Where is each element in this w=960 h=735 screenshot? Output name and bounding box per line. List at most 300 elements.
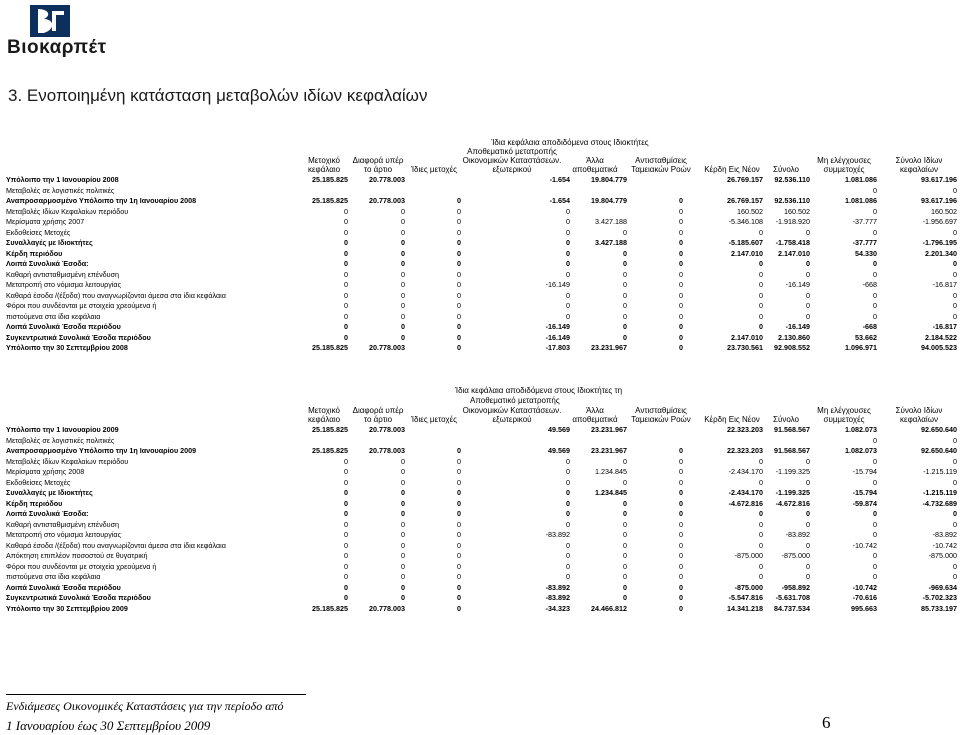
cell-value: 2.147.010	[778, 248, 810, 258]
cell-value: -10.742	[932, 540, 957, 550]
cell-value: 0	[401, 259, 405, 268]
cell-value: -83.892	[545, 593, 570, 602]
cell-value: -1.215.119	[923, 467, 957, 476]
cell-value: 0	[566, 456, 570, 466]
row-label: Συγκεντρωτικά Συνολικά Έσοδα περιόδου	[6, 332, 151, 342]
footer-divider	[6, 694, 306, 695]
cell-value: 0	[401, 498, 405, 508]
cell-value: 0	[457, 530, 461, 539]
cell-value: 0	[873, 456, 877, 466]
cell-value: 0	[679, 311, 683, 321]
cell-value: 0	[457, 551, 461, 560]
table-row	[0, 509, 960, 519]
header-share-capital: Μετοχικό κεφάλαιο	[307, 156, 341, 174]
cell-value: -1.654	[549, 175, 570, 184]
cell-value: -2.434.170	[728, 467, 763, 476]
header-nci: Μη ελέγχουσες συμμετοχές	[817, 406, 871, 424]
cell-value: -16.817	[932, 280, 957, 289]
row-label: Κέρδη περιόδου	[6, 248, 63, 258]
header-total-equity: Σύνολο Ιδίων κεφαλαίων	[895, 156, 943, 174]
cell-value: 3.427.188	[595, 238, 627, 247]
cell-value: 92.650.640	[921, 425, 957, 434]
table-row	[0, 478, 960, 488]
cell-value: -668	[862, 322, 877, 331]
cell-value: 0	[679, 332, 683, 342]
cell-value: 1.234.845	[595, 467, 627, 476]
cell-value: -958.892	[781, 582, 810, 592]
cell-value: 1.082.073	[845, 425, 877, 434]
row-label: Αναπροσαρμοσμένο Υπόλοιπο την 1η Ιανουαρίου 2009	[6, 446, 197, 455]
cell-value: 0	[401, 572, 405, 581]
row-label: Απόκτηση επιπλέον ποσοστού σε θυγατρική	[6, 551, 148, 560]
cell-value: 0	[401, 227, 405, 237]
cell-value: 19.804.779	[591, 175, 627, 184]
cell-value: 0	[401, 488, 405, 497]
cell-value: 0	[806, 477, 810, 487]
cell-value: 0	[566, 206, 570, 216]
cell-value: -37.777	[852, 238, 877, 247]
cell-value: 0	[457, 343, 461, 352]
cell-value: 0	[679, 582, 683, 592]
cell-value: 0	[806, 519, 810, 529]
cell-value: -16.149	[545, 280, 570, 289]
cell-value: 0	[566, 519, 570, 529]
cell-value: 0	[344, 259, 348, 268]
cell-value: 160.502	[737, 206, 763, 216]
header-retained: Κέρδη Εις Νέον	[704, 415, 760, 424]
cell-value: 0	[759, 530, 763, 539]
cell-value: 20.778.003	[369, 175, 405, 184]
cell-value: 160.502	[784, 206, 810, 216]
row-label: Συναλλαγές με Ιδιοκτήτες	[6, 238, 93, 247]
footer-line1: Ενδιάμεσες Οικονομικές Καταστάσεις για την περίοδο από	[6, 699, 284, 713]
cell-value: 49.569	[548, 446, 570, 455]
cell-value: -4.672.816	[728, 498, 763, 508]
cell-value: 0	[679, 259, 683, 268]
cell-value: 0	[566, 551, 570, 560]
cell-value: 0	[457, 238, 461, 247]
cell-value: 0	[873, 551, 877, 560]
cell-value: -34.323	[545, 603, 570, 613]
cell-value: 25.185.825	[312, 603, 348, 613]
cell-value: 0	[679, 301, 683, 310]
table-row	[0, 186, 960, 196]
cell-value: 0	[401, 519, 405, 529]
cell-value: 0	[457, 206, 461, 216]
cell-value: -5.185.607	[728, 238, 763, 247]
cell-value: 0	[457, 217, 461, 226]
cell-value: 0	[401, 248, 405, 258]
cell-value: -1.654	[549, 196, 570, 205]
cell-value: 49.569	[548, 425, 570, 434]
cell-value: 0	[679, 551, 683, 560]
cell-value: 0	[623, 259, 627, 268]
table-row	[0, 562, 960, 572]
cell-value: 0	[873, 530, 877, 539]
cell-value: -70.616	[852, 593, 877, 602]
cell-value: -15.794	[852, 488, 877, 497]
cell-value: -875.000	[734, 582, 763, 592]
cell-value: 0	[457, 280, 461, 289]
cell-value: 0	[953, 185, 957, 195]
cell-value: 0	[623, 582, 627, 592]
cell-value: 25.185.825	[312, 343, 348, 352]
cell-value: -1.918.920	[775, 217, 810, 226]
page-number: 6	[822, 713, 831, 732]
cell-value: -1.215.119	[923, 488, 957, 497]
cell-value: 0	[679, 446, 683, 455]
cell-value: 0	[806, 509, 810, 518]
cell-value: 0	[401, 269, 405, 279]
cell-value: 0	[679, 593, 683, 602]
cell-value: -969.634	[928, 582, 957, 592]
cell-value: 0	[566, 498, 570, 508]
cell-value: 0	[953, 259, 957, 268]
cell-value: 3.427.188	[595, 217, 627, 226]
cell-value: 0	[344, 322, 348, 331]
cell-value: 0	[457, 259, 461, 268]
cell-value: 0	[873, 259, 877, 268]
cell-value: 0	[401, 551, 405, 560]
company-logo	[7, 5, 107, 63]
cell-value: -5.346.108	[728, 217, 763, 226]
cell-value: 0	[457, 290, 461, 300]
cell-value: -16.149	[545, 322, 570, 331]
cell-value: 23.231.967	[591, 425, 627, 434]
table-row	[0, 280, 960, 290]
cell-value: 0	[873, 435, 877, 445]
cell-value: 0	[806, 456, 810, 466]
table-row	[0, 583, 960, 593]
cell-value: -5.631.708	[775, 593, 810, 602]
biokarpet-logo-icon	[30, 5, 70, 37]
cell-value: 0	[566, 269, 570, 279]
cell-value: 93.617.196	[921, 196, 957, 205]
table-row	[0, 301, 960, 311]
table-row	[0, 333, 960, 343]
cell-value: 0	[623, 519, 627, 529]
cell-value: -1.199.325	[775, 488, 810, 497]
cell-value: 0	[873, 269, 877, 279]
table-row	[0, 228, 960, 238]
cell-value: 0	[344, 519, 348, 529]
table-row	[0, 312, 960, 322]
cell-value: 0	[566, 290, 570, 300]
cell-value: 0	[401, 290, 405, 300]
header-share-premium: Διαφορά υπέρ το άρτιο	[352, 406, 404, 424]
cell-value: -1.758.418	[775, 238, 810, 247]
row-label: πιστούμενα στα ίδια κεφάλαια	[6, 311, 101, 321]
cell-value: 1.234.845	[595, 488, 627, 497]
footer-line2: 1 Ιανουαρίου έως 30 Σεπτεμβρίου 2009	[6, 718, 211, 733]
cell-value: 91.568.567	[774, 446, 810, 455]
row-label: Λοιπά Συνολικά Έσοδα:	[6, 259, 89, 268]
cell-value: -83.892	[785, 530, 810, 539]
table-row	[0, 291, 960, 301]
cell-value: 0	[759, 322, 763, 331]
cell-value: 0	[873, 206, 877, 216]
header-hedging: Αντισταθμίσεις Ταμειακών Ροών	[631, 406, 691, 424]
table-row	[0, 520, 960, 530]
cell-value: -1.796.195	[922, 238, 957, 247]
cell-value: 0	[457, 582, 461, 592]
table-row	[0, 572, 960, 582]
header-nci: Μη ελέγχουσες συμμετοχές	[817, 156, 871, 174]
cell-value: 54.330	[855, 248, 877, 258]
cell-value: 0	[623, 301, 627, 310]
cell-value: 20.778.003	[369, 425, 405, 434]
cell-value: 0	[953, 519, 957, 529]
cell-value: 0	[679, 540, 683, 550]
row-label: Λοιπά Συνολικά Έσοδα:	[6, 509, 89, 518]
cell-value: 0	[873, 227, 877, 237]
cell-value: 0	[623, 322, 627, 331]
cell-value: -668	[862, 280, 877, 289]
cell-value: 0	[344, 593, 348, 602]
cell-value: 0	[401, 540, 405, 550]
cell-value: 0	[953, 227, 957, 237]
cell-value: 0	[457, 477, 461, 487]
company-name: Βιοκαρπέτ	[7, 37, 107, 58]
cell-value: 0	[806, 269, 810, 279]
cell-value: 0	[401, 206, 405, 216]
cell-value: 92.908.552	[774, 343, 810, 352]
table-row	[0, 446, 960, 456]
cell-value: 0	[759, 509, 763, 518]
cell-value: -875.000	[734, 551, 763, 560]
cell-value: 0	[457, 561, 461, 571]
cell-value: 0	[623, 477, 627, 487]
cell-value: 0	[344, 572, 348, 581]
cell-value: 0	[623, 248, 627, 258]
cell-value: 0	[759, 456, 763, 466]
cell-value: 0	[623, 593, 627, 602]
cell-value: 23.730.561	[727, 343, 763, 352]
cell-value: 0	[344, 269, 348, 279]
cell-value: 0	[679, 280, 683, 289]
cell-value: 0	[679, 477, 683, 487]
cell-value: 0	[344, 311, 348, 321]
cell-value: 0	[873, 185, 877, 195]
table-row	[0, 238, 960, 248]
cell-value: 0	[457, 603, 461, 613]
cell-value: 84.737.534	[774, 603, 810, 613]
cell-value: 0	[566, 259, 570, 268]
cell-value: 0	[806, 259, 810, 268]
cell-value: 0	[623, 530, 627, 539]
header-total: Σύνολο	[773, 415, 799, 424]
cell-value: 0	[759, 561, 763, 571]
cell-value: -4.672.816	[775, 498, 810, 508]
cell-value: 0	[344, 456, 348, 466]
cell-value: 0	[679, 488, 683, 497]
cell-value: 0	[401, 280, 405, 289]
cell-value: 0	[344, 301, 348, 310]
row-label: Μεταβολές σε λογιστικές πολιτικές	[6, 185, 115, 195]
cell-value: 1.082.073	[845, 446, 877, 455]
row-label: Εκδοθείσες Μετοχές	[6, 227, 71, 237]
cell-value: 0	[566, 561, 570, 571]
cell-value: -875.000	[928, 551, 957, 560]
row-label: Μεταβολές Ιδίων Κεφαλαίων περιόδου	[6, 206, 129, 216]
cell-value: 23.231.967	[591, 343, 627, 352]
cell-value: 0	[679, 572, 683, 581]
cell-value: -2.434.170	[728, 488, 763, 497]
cell-value: 0	[344, 290, 348, 300]
header-treasury: Ίδιες μετοχές	[410, 415, 458, 424]
cell-value: 0	[344, 551, 348, 560]
cell-value: 0	[566, 311, 570, 321]
cell-value: 0	[344, 509, 348, 518]
table-row	[0, 488, 960, 498]
cell-value: 0	[623, 269, 627, 279]
cell-value: -83.892	[545, 530, 570, 539]
cell-value: 160.502	[931, 206, 957, 216]
cell-value: 26.769.157	[727, 175, 763, 184]
cell-value: 0	[873, 290, 877, 300]
table-row	[0, 249, 960, 259]
header-fx-reserve: Αποθεματικό μετατροπής Οικονομικών Καταστάσεων. εξωτερικού	[462, 147, 562, 174]
cell-value: 0	[759, 269, 763, 279]
cell-value: 0	[873, 561, 877, 571]
cell-value: 0	[566, 301, 570, 310]
cell-value: 0	[953, 572, 957, 581]
cell-value: 0	[457, 456, 461, 466]
cell-value: 53.662	[855, 332, 877, 342]
cell-value: 0	[679, 206, 683, 216]
cell-value: 0	[457, 593, 461, 602]
cell-value: 0	[457, 196, 461, 205]
header-share-premium: Διαφορά υπέρ το άρτιο	[352, 156, 404, 174]
cell-value: 0	[679, 290, 683, 300]
cell-value: 0	[623, 290, 627, 300]
header-group-label: Ίδια κεφάλαια αποδιδόμενα στους Ιδιοκτήτες τη	[455, 386, 623, 395]
row-label: Υπόλοιπο την 30 Σεπτεμβρίου 2009	[6, 603, 128, 613]
cell-value: -4.732.689	[922, 498, 957, 508]
cell-value: -5.547.816	[728, 593, 763, 602]
header-fx-reserve-top: Αποθεματικό μετατροπής	[470, 396, 560, 405]
cell-value: 0	[679, 530, 683, 539]
cell-value: 0	[679, 467, 683, 476]
cell-value: -17.803	[545, 343, 570, 352]
row-label: Λοιπά Συνολικά Έσοδα περιόδου	[6, 582, 121, 592]
cell-value: -16.149	[785, 322, 810, 331]
cell-value: 0	[566, 217, 570, 226]
header-retained: Κέρδη Εις Νέον	[704, 165, 760, 174]
header-hedging: Αντισταθμίσεις Ταμειακών Ροών	[631, 156, 691, 174]
cell-value: 0	[401, 322, 405, 331]
cell-value: 0	[566, 477, 570, 487]
cell-value: -10.742	[852, 582, 877, 592]
header-treasury: Ίδιες μετοχές	[410, 165, 458, 174]
table-row	[0, 604, 960, 614]
cell-value: -16.149	[545, 332, 570, 342]
cell-value: 0	[759, 280, 763, 289]
table-row	[0, 270, 960, 280]
cell-value: 0	[953, 561, 957, 571]
cell-value: 0	[953, 435, 957, 445]
cell-value: 0	[344, 498, 348, 508]
cell-value: 25.185.825	[312, 196, 348, 205]
cell-value: 0	[344, 217, 348, 226]
cell-value: 0	[401, 238, 405, 247]
row-label: Φόροι που συνδέονται με στοιχεία χρεούμενα ή	[6, 561, 157, 571]
header-share-capital: Μετοχικό κεφάλαιο	[307, 406, 341, 424]
cell-value: 0	[679, 196, 683, 205]
cell-value: 0	[344, 238, 348, 247]
cell-value: 0	[566, 572, 570, 581]
cell-value: 0	[457, 322, 461, 331]
cell-value: 0	[344, 582, 348, 592]
row-label: Μερίσματα χρήσης 2008	[6, 467, 85, 476]
cell-value: 0	[759, 477, 763, 487]
cell-value: 23.231.967	[591, 446, 627, 455]
cell-value: 0	[457, 446, 461, 455]
row-label: Υπόλοιπο την 1 Ιανουαρίου 2008	[6, 175, 119, 184]
cell-value: 92.536.110	[774, 196, 810, 205]
page-title: 3. Ενοποιημένη κατάσταση μεταβολών ιδίων κεφαλαίων	[8, 86, 428, 105]
cell-value: 0	[679, 269, 683, 279]
cell-value: 25.185.825	[312, 175, 348, 184]
cell-value: -875.000	[781, 551, 810, 560]
row-label: Καθαρή αντισταθμισμένη επένδυση	[6, 269, 120, 279]
cell-value: 91.568.567	[774, 425, 810, 434]
cell-value: 0	[457, 519, 461, 529]
cell-value: 0	[401, 467, 405, 476]
cell-value: -16.149	[785, 280, 810, 289]
table-row	[0, 217, 960, 227]
cell-value: 0	[806, 227, 810, 237]
row-label: Κέρδη περιόδου	[6, 498, 63, 508]
cell-value: 0	[806, 540, 810, 550]
cell-value: 24.466.812	[591, 603, 627, 613]
cell-value: 0	[566, 488, 570, 497]
cell-value: 0	[401, 217, 405, 226]
cell-value: 22.323.203	[727, 446, 763, 455]
cell-value: 2.184.522	[925, 332, 957, 342]
cell-value: 0	[457, 269, 461, 279]
row-label: Μεταβολές Ιδίων Κεφαλαίων περιόδου	[6, 456, 129, 466]
cell-value: 0	[679, 238, 683, 247]
cell-value: -83.892	[932, 530, 957, 539]
cell-value: 0	[566, 227, 570, 237]
header-other-reserves: Άλλα αποθεματικά	[572, 406, 618, 424]
cell-value: 19.804.779	[591, 196, 627, 205]
cell-value: 0	[401, 530, 405, 539]
cell-value: 20.778.003	[369, 343, 405, 352]
cell-value: 0	[401, 477, 405, 487]
cell-value: 0	[344, 561, 348, 571]
row-label: Μεταβολές σε λογιστικές πολιτικές	[6, 435, 115, 445]
cell-value: 0	[401, 509, 405, 518]
cell-value: 0	[679, 509, 683, 518]
cell-value: 94.005.523	[921, 343, 957, 352]
header-total-equity: Σύνολο Ιδίων κεφαλαίων	[895, 406, 943, 424]
cell-value: 0	[623, 572, 627, 581]
cell-value: 0	[401, 593, 405, 602]
cell-value: 25.185.825	[312, 425, 348, 434]
cell-value: 0	[401, 311, 405, 321]
cell-value: 0	[679, 217, 683, 226]
cell-value: 0	[457, 498, 461, 508]
cell-value: 0	[679, 498, 683, 508]
cell-value: -1.199.325	[775, 467, 810, 476]
cell-value: 0	[344, 477, 348, 487]
row-label: Υπόλοιπο την 1 Ιανουαρίου 2009	[6, 425, 119, 434]
row-label: Εκδοθείσες Μετοχές	[6, 477, 71, 487]
cell-value: 0	[759, 290, 763, 300]
cell-value: 0	[806, 561, 810, 571]
